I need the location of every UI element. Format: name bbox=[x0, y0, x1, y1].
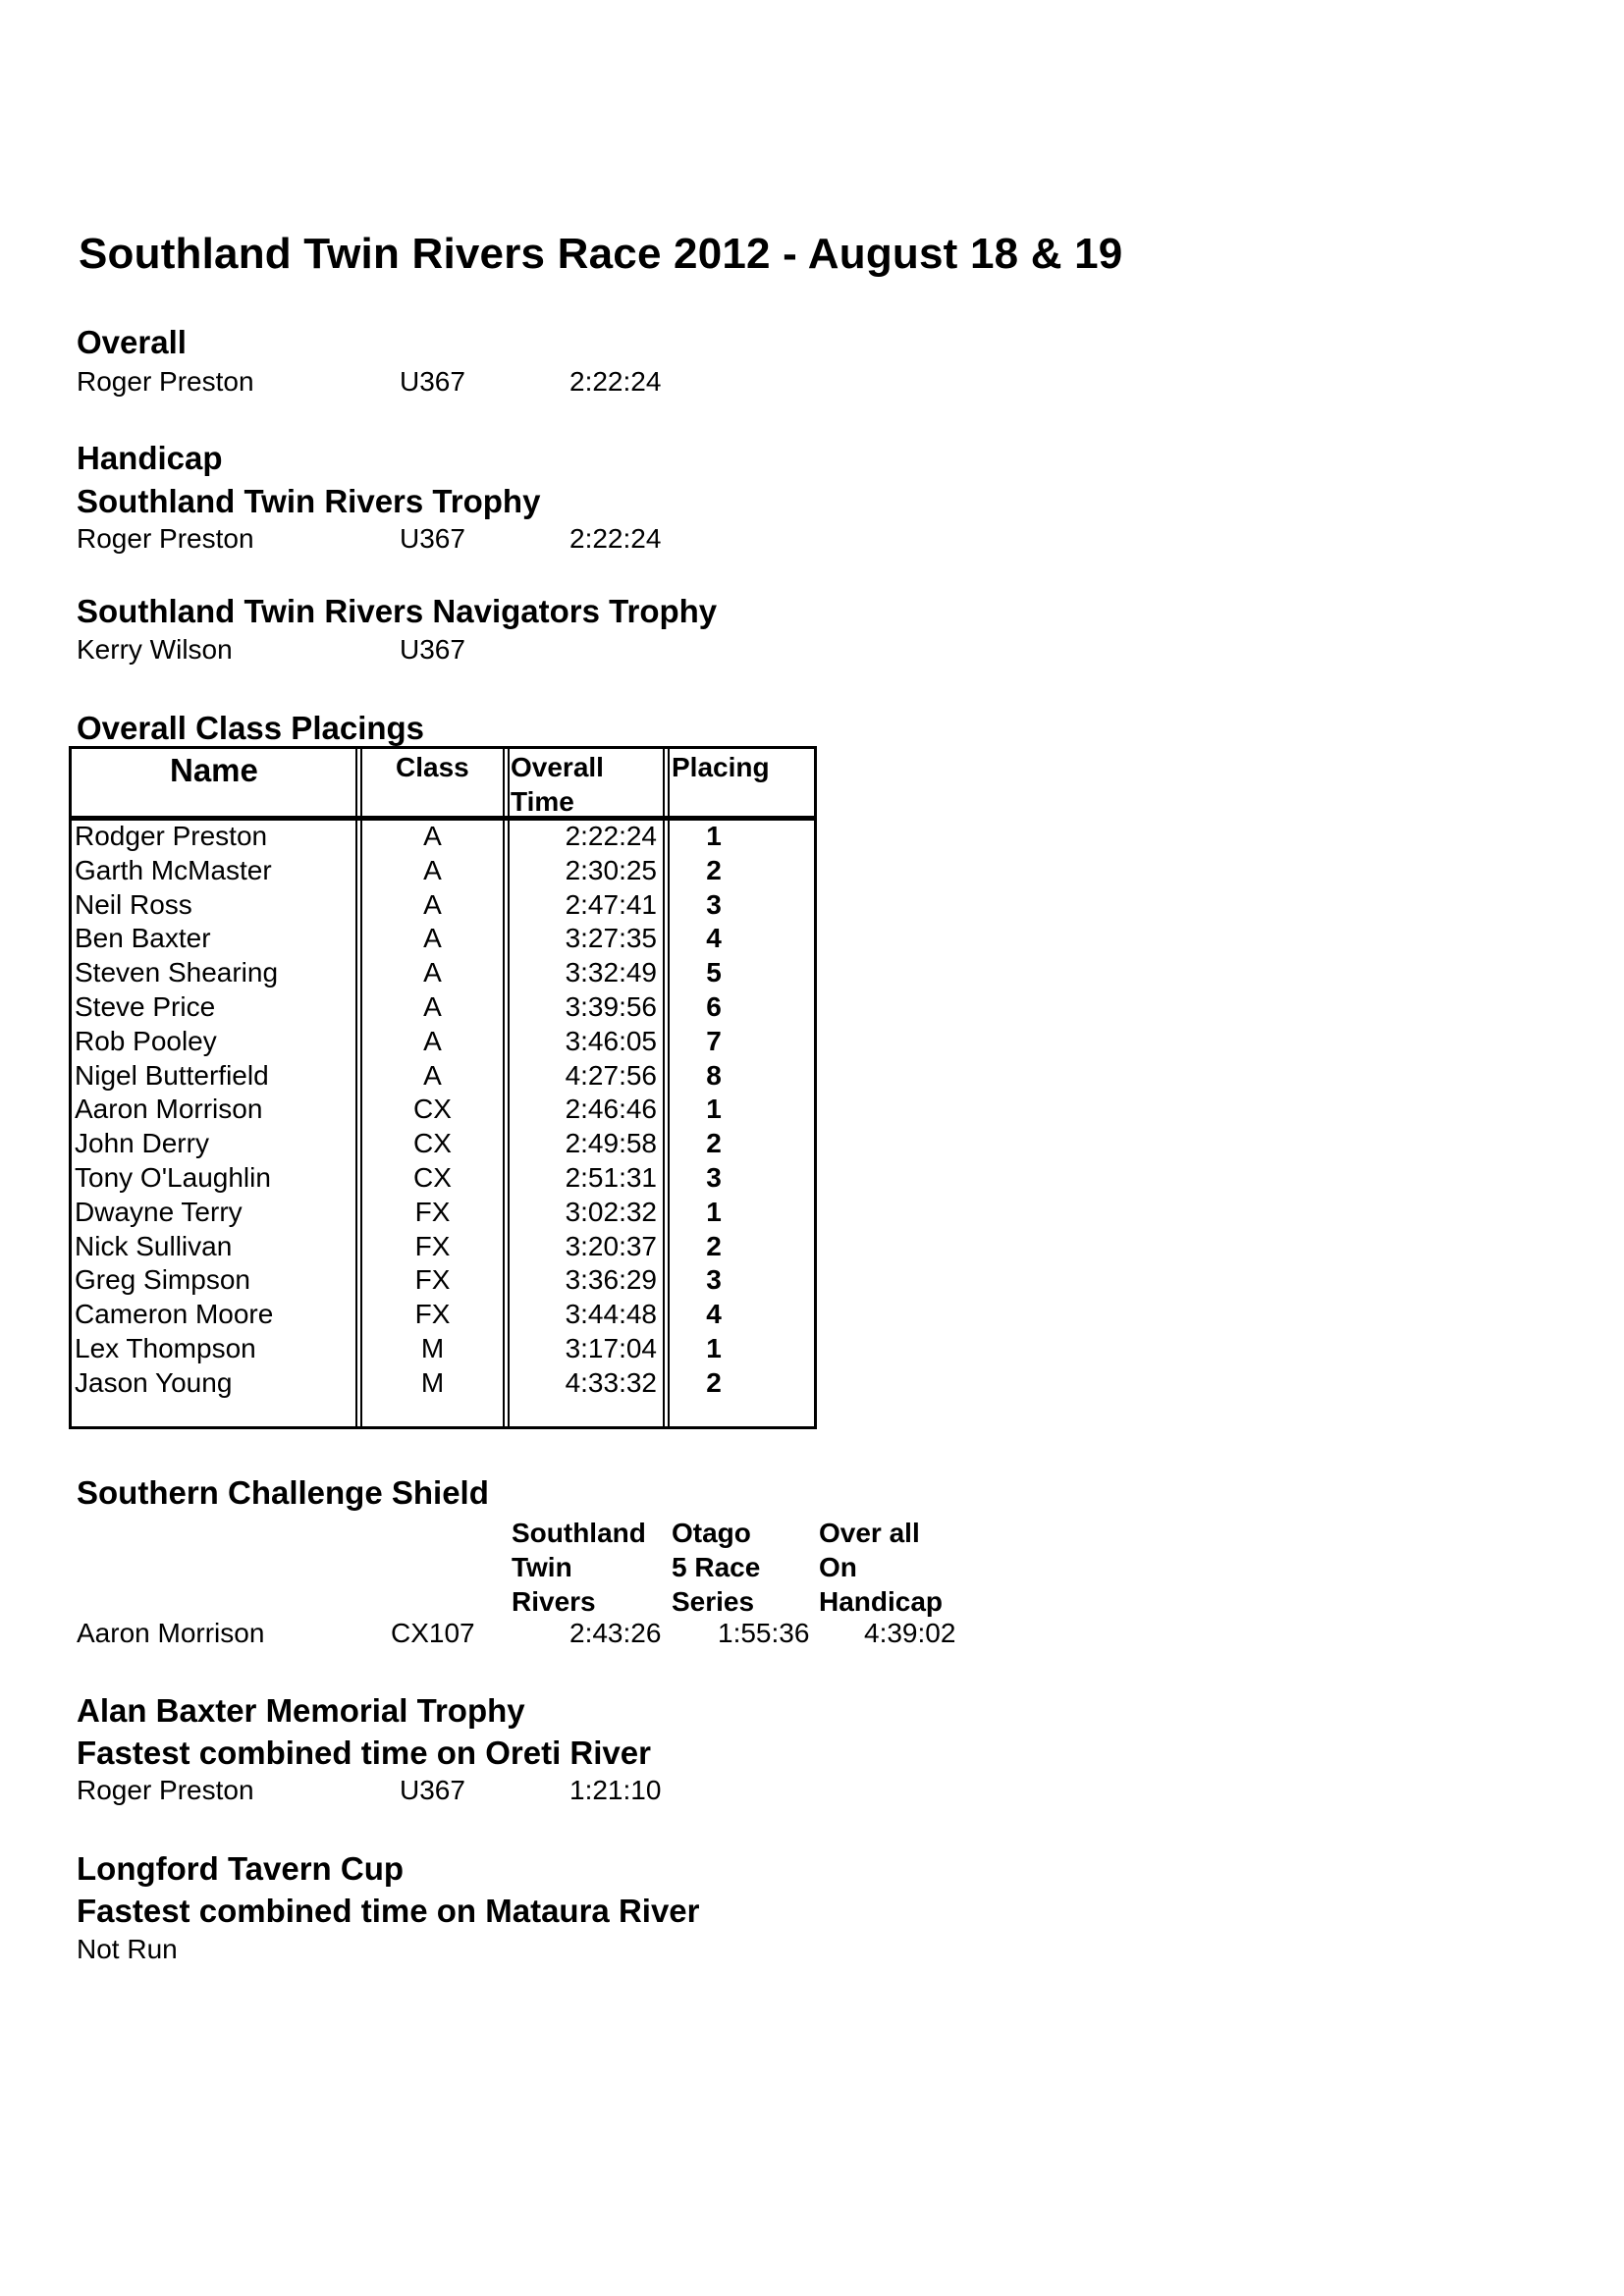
row-name: Garth McMaster bbox=[75, 854, 272, 885]
sc-col3-line3: Handicap bbox=[819, 1586, 944, 1617]
row-placing: 7 bbox=[706, 1025, 722, 1056]
overall-heading: Overall bbox=[77, 324, 187, 360]
row-time: 2:49:58 bbox=[565, 1128, 657, 1159]
southern-challenge-heading: Southern Challenge Shield bbox=[77, 1474, 489, 1511]
row-placing: 1 bbox=[706, 1094, 722, 1125]
row-time: 3:46:05 bbox=[565, 1025, 657, 1056]
row-time: 4:33:32 bbox=[565, 1366, 657, 1398]
sc-col1-line1: Southland bbox=[512, 1518, 646, 1548]
row-name: John Derry bbox=[75, 1128, 209, 1159]
row-class: A bbox=[423, 821, 442, 851]
row-placing: 4 bbox=[706, 1299, 722, 1330]
navigators-name: Kerry Wilson bbox=[77, 634, 233, 665]
row-name: Ben Baxter bbox=[75, 923, 211, 954]
row-name: Dwayne Terry bbox=[75, 1196, 243, 1227]
row-class: A bbox=[423, 991, 442, 1022]
col-header-name: Name bbox=[170, 752, 258, 788]
row-time: 2:47:41 bbox=[565, 888, 657, 920]
sc-col1-line2: Twin bbox=[512, 1552, 572, 1582]
sc-col2-line1: Otago bbox=[672, 1518, 751, 1548]
longford-subheading: Fastest combined time on Mataura River bbox=[77, 1893, 700, 1929]
row-placing: 3 bbox=[706, 888, 722, 920]
col-header-time-line2: Time bbox=[511, 786, 574, 817]
row-class: CX bbox=[413, 1128, 452, 1159]
col-header-placing: Placing bbox=[672, 752, 770, 782]
longford-result: Not Run bbox=[77, 1934, 178, 1964]
navigators-heading: Southland Twin Rivers Navigators Trophy bbox=[77, 593, 718, 629]
row-name: Steven Shearing bbox=[75, 957, 279, 988]
row-class: FX bbox=[414, 1196, 451, 1227]
row-name: Nigel Butterfield bbox=[75, 1059, 269, 1091]
row-placing: 2 bbox=[706, 1230, 722, 1261]
alan-baxter-heading: Alan Baxter Memorial Trophy bbox=[77, 1692, 525, 1729]
overall-time: 2:22:24 bbox=[569, 366, 662, 397]
overall-boat: U367 bbox=[400, 366, 465, 397]
row-class: CX bbox=[413, 1162, 452, 1193]
row-placing: 6 bbox=[706, 991, 722, 1022]
alan-baxter-time: 1:21:10 bbox=[569, 1775, 662, 1805]
row-placing: 2 bbox=[706, 854, 722, 885]
row-class: A bbox=[423, 923, 442, 954]
class-placings-heading: Overall Class Placings bbox=[77, 710, 425, 746]
row-placing: 1 bbox=[706, 1196, 722, 1227]
row-name: Neil Ross bbox=[75, 888, 192, 920]
sc-col2-line2: 5 Race bbox=[672, 1552, 761, 1582]
row-name: Aaron Morrison bbox=[75, 1094, 263, 1125]
row-placing: 4 bbox=[706, 923, 722, 954]
row-placing: 1 bbox=[706, 1333, 722, 1363]
navigators-boat: U367 bbox=[400, 634, 465, 665]
row-name: Rob Pooley bbox=[75, 1025, 217, 1056]
row-class: A bbox=[423, 957, 442, 988]
overall-name: Roger Preston bbox=[77, 366, 254, 397]
col-header-class: Class bbox=[396, 752, 469, 782]
alan-baxter-name: Roger Preston bbox=[77, 1775, 254, 1805]
alan-baxter-boat: U367 bbox=[400, 1775, 465, 1805]
handicap-boat: U367 bbox=[400, 523, 465, 554]
row-name: Cameron Moore bbox=[75, 1299, 274, 1330]
row-class: CX bbox=[413, 1094, 452, 1125]
row-time: 2:46:46 bbox=[565, 1094, 657, 1125]
sc-col3-line1: Over all bbox=[819, 1518, 920, 1548]
row-time: 3:20:37 bbox=[565, 1230, 657, 1261]
row-placing: 5 bbox=[706, 957, 722, 988]
row-class: M bbox=[420, 1333, 445, 1363]
row-time: 4:27:56 bbox=[565, 1059, 657, 1091]
row-class: A bbox=[423, 854, 442, 885]
sc-value-southland: 2:43:26 bbox=[569, 1618, 662, 1648]
row-placing: 3 bbox=[706, 1162, 722, 1193]
row-time: 3:02:32 bbox=[565, 1196, 657, 1227]
handicap-heading: Handicap bbox=[77, 440, 223, 476]
row-class: A bbox=[423, 888, 442, 920]
page-title: Southland Twin Rivers Race 2012 - August 18 & 19 bbox=[79, 230, 1123, 278]
handicap-trophy-heading: Southland Twin Rivers Trophy bbox=[77, 483, 541, 519]
row-time: 3:44:48 bbox=[565, 1299, 657, 1330]
row-placing: 8 bbox=[706, 1059, 722, 1091]
row-time: 2:30:25 bbox=[565, 854, 657, 885]
sc-boat: CX107 bbox=[391, 1618, 475, 1648]
col-header-time-line1: Overall bbox=[511, 752, 604, 782]
row-time: 3:36:29 bbox=[565, 1264, 657, 1296]
sc-col2-line3: Series bbox=[672, 1586, 755, 1617]
sc-col3-line2: On bbox=[819, 1552, 857, 1582]
row-time: 2:22:24 bbox=[565, 821, 657, 851]
row-placing: 2 bbox=[706, 1366, 722, 1398]
row-name: Nick Sullivan bbox=[75, 1230, 233, 1261]
handicap-name: Roger Preston bbox=[77, 523, 254, 554]
alan-baxter-subheading: Fastest combined time on Oreti River bbox=[77, 1735, 651, 1771]
row-name: Jason Young bbox=[75, 1366, 233, 1398]
row-placing: 1 bbox=[706, 821, 722, 851]
row-name: Tony O'Laughlin bbox=[75, 1162, 271, 1193]
row-class: A bbox=[423, 1059, 442, 1091]
row-time: 2:51:31 bbox=[565, 1162, 657, 1193]
longford-heading: Longford Tavern Cup bbox=[77, 1850, 405, 1887]
row-time: 3:17:04 bbox=[565, 1333, 657, 1363]
class-placings-table bbox=[69, 746, 817, 1429]
row-time: 3:32:49 bbox=[565, 957, 657, 988]
row-name: Lex Thompson bbox=[75, 1333, 256, 1363]
row-class: M bbox=[420, 1366, 445, 1398]
row-time: 3:39:56 bbox=[565, 991, 657, 1022]
sc-col1-line3: Rivers bbox=[512, 1586, 596, 1617]
sc-value-handicap: 4:39:02 bbox=[864, 1618, 956, 1648]
sc-value-otago: 1:55:36 bbox=[718, 1618, 810, 1648]
row-name: Rodger Preston bbox=[75, 821, 268, 851]
sc-name: Aaron Morrison bbox=[77, 1618, 265, 1648]
row-class: FX bbox=[414, 1299, 451, 1330]
row-placing: 3 bbox=[706, 1264, 722, 1296]
row-class: FX bbox=[414, 1264, 451, 1296]
row-placing: 2 bbox=[706, 1128, 722, 1159]
row-name: Greg Simpson bbox=[75, 1264, 250, 1296]
row-class: A bbox=[423, 1025, 442, 1056]
row-name: Steve Price bbox=[75, 991, 216, 1022]
row-time: 3:27:35 bbox=[565, 923, 657, 954]
handicap-time: 2:22:24 bbox=[569, 523, 662, 554]
row-class: FX bbox=[414, 1230, 451, 1261]
